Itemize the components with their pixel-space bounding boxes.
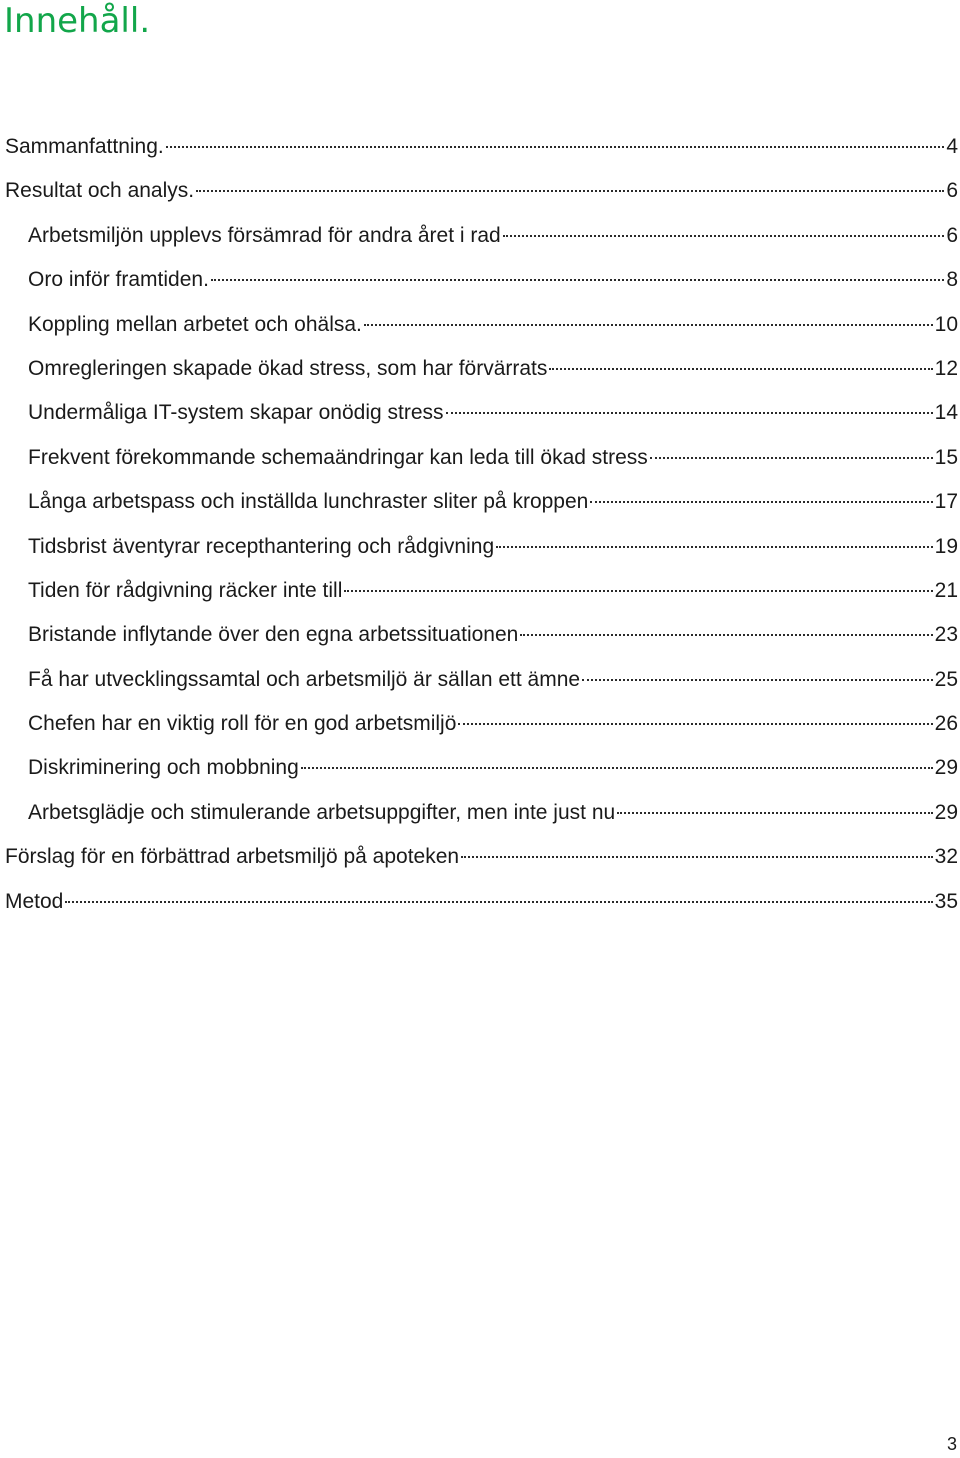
toc-entry[interactable] [0, 702, 960, 746]
toc-entry-title: Sammanfattning. [5, 135, 164, 158]
toc-entry-title: Omregleringen skapade ökad stress, som har förvärrats [28, 356, 548, 380]
toc-entry-title: Tiden för rådgivning räcker inte till [28, 578, 343, 602]
toc-entry-page: 14 [934, 401, 958, 425]
toc-entry[interactable] [0, 525, 960, 569]
dot-leader [65, 901, 932, 903]
toc-entry[interactable] [0, 347, 960, 391]
dot-leader [211, 279, 944, 281]
toc-entry-title: Undermåliga IT-system skapar onödig stress [28, 401, 444, 425]
toc-entry-title: Arbetsmiljön upplevs försämrad för andra året i rad [28, 223, 501, 247]
toc-entry[interactable] [0, 125, 960, 169]
toc-entry-title: Bristande inflytande över den egna arbetssituationen [28, 623, 519, 647]
toc-entry-title: Arbetsglädje och stimulerande arbetsuppgifter, men inte just nu [28, 800, 616, 824]
toc-entry-page: 23 [934, 623, 958, 647]
toc-entry[interactable] [0, 391, 960, 435]
toc-entry-page: 6 [946, 223, 958, 247]
toc-entry-page: 21 [934, 578, 958, 602]
page-number: 3 [946, 1434, 957, 1454]
table-of-contents [0, 125, 960, 924]
toc-entry-page: 29 [934, 756, 958, 780]
toc-entry-title: Chefen har en viktig roll för en god arbetsmiljö [28, 712, 457, 736]
toc-entry-page: 25 [934, 667, 958, 691]
dot-leader [650, 457, 933, 459]
toc-entry[interactable] [0, 613, 960, 657]
dot-leader [590, 501, 932, 503]
dot-leader [461, 856, 933, 858]
dot-leader [301, 767, 933, 769]
toc-entry[interactable] [0, 436, 960, 480]
toc-entry-page: 17 [934, 490, 958, 514]
toc-entry-title: Frekvent förekommande schemaändringar kan leda till ökad stress [28, 445, 648, 469]
toc-entry-title: Metod [5, 889, 64, 913]
toc-entry-page: 32 [934, 845, 958, 869]
dot-leader [458, 723, 932, 725]
toc-entry[interactable] [0, 791, 960, 835]
toc-entry-title: Förslag för en förbättrad arbetsmiljö på apoteken [5, 845, 460, 869]
toc-entry-page: 4 [946, 135, 958, 158]
toc-entry-title: Oro inför framtiden. [28, 268, 209, 292]
toc-entry-title: Få har utvecklingssamtal och arbetsmiljö är sällan ett ämne [28, 667, 581, 691]
toc-heading: Innehåll. [4, 1, 151, 41]
toc-entry-page: 26 [934, 712, 958, 736]
toc-entry-page: 19 [934, 534, 958, 558]
toc-entry[interactable] [0, 835, 960, 879]
toc-entry-page: 15 [934, 445, 958, 469]
toc-entry-title: Tidsbrist äventyrar recepthantering och rådgivning [28, 534, 495, 558]
toc-entry[interactable] [0, 258, 960, 302]
dot-leader [549, 368, 932, 370]
toc-entry[interactable] [0, 658, 960, 702]
toc-entry[interactable] [0, 880, 960, 924]
dot-leader [496, 546, 933, 548]
toc-entry[interactable] [0, 480, 960, 524]
toc-entry-title: Koppling mellan arbetet och ohälsa. [28, 312, 362, 336]
dot-leader [582, 679, 933, 681]
toc-entry-title: Resultat och analys. [5, 179, 195, 203]
toc-entry-page: 8 [946, 268, 958, 292]
dot-leader [344, 590, 932, 592]
dot-leader [617, 812, 932, 814]
toc-entry[interactable] [0, 214, 960, 258]
dot-leader [503, 235, 945, 237]
toc-entry[interactable] [0, 169, 960, 213]
toc-entry[interactable] [0, 746, 960, 790]
toc-entry[interactable] [0, 303, 960, 347]
toc-entry-page: 12 [934, 356, 958, 380]
dot-leader [364, 324, 933, 326]
toc-entry-title: Diskriminering och mobbning [28, 756, 299, 780]
toc-entry-page: 10 [934, 312, 958, 336]
dot-leader [520, 634, 932, 636]
toc-entry-page: 29 [934, 800, 958, 824]
toc-entry-page: 35 [934, 889, 958, 913]
toc-entry[interactable] [0, 569, 960, 613]
dot-leader [446, 412, 933, 414]
toc-entry-title: Långa arbetspass och inställda lunchraster sliter på kroppen [28, 490, 589, 514]
dot-leader [166, 146, 945, 148]
toc-entry-page: 6 [946, 179, 958, 203]
dot-leader [196, 190, 944, 192]
